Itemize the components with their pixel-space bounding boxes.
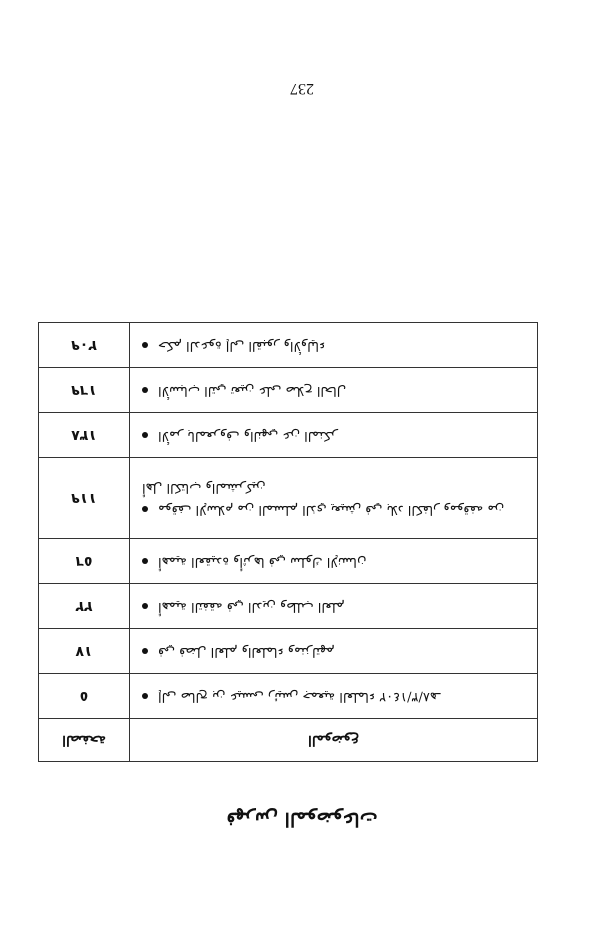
- bullet-icon: [142, 559, 148, 565]
- bullet-icon: [142, 343, 148, 349]
- page-cell: ١١٩: [39, 458, 130, 539]
- topic-text: في فضل العلم والعلماء ومنزلتهم: [158, 644, 335, 659]
- topic-column-header: الموضوع: [130, 719, 538, 762]
- topic-text: الأسباب التي تعين على صلاح الحال: [158, 383, 347, 398]
- topic-text: حكم الدعوة إلى القبور والأولياء: [158, 338, 326, 353]
- topic-cell: [130, 539, 538, 584]
- table-row: [39, 323, 538, 368]
- topic-cell: [130, 629, 538, 674]
- page-cell: ١٧: [39, 629, 130, 674]
- page-cell: ١٣٨: [39, 413, 130, 458]
- table-row: [39, 539, 538, 584]
- table-row: [39, 584, 538, 629]
- bullet-icon: [142, 604, 148, 610]
- topic-cell: [130, 323, 538, 368]
- table-row: [39, 458, 538, 539]
- bullet-icon: [142, 433, 148, 439]
- table-row: [39, 413, 538, 458]
- topic-cell: [130, 413, 538, 458]
- page-number: 237: [290, 80, 314, 97]
- topic-cell: [130, 368, 538, 413]
- table-row: [39, 368, 538, 413]
- page-column-header: الصفحة: [39, 719, 130, 762]
- table-row: [39, 629, 538, 674]
- page-cell: ٥٦: [39, 539, 130, 584]
- topic-text: الأمر بالمعروف والنهي عن المنكر: [158, 428, 338, 443]
- page-heading: فهرس الموضوعات: [226, 808, 378, 830]
- bullet-icon: [142, 649, 148, 655]
- bullet-icon: [142, 507, 148, 513]
- page-cell: ٥: [39, 674, 130, 719]
- bullet-icon: [142, 694, 148, 700]
- page-cell: ١٦٩: [39, 368, 130, 413]
- table-row: [39, 674, 538, 719]
- topic-cell: [130, 458, 538, 539]
- topic-cell: [130, 584, 538, 629]
- table-header-row: [39, 719, 538, 762]
- topic-cell: [130, 674, 538, 719]
- page-cell: ٢٢: [39, 584, 130, 629]
- contents-table: [38, 322, 538, 762]
- page-cell: ٢٠٩: [39, 323, 130, 368]
- topic-text: موقف الإسلام من المسلم الذي يعيش في بلاد الكفار وموقفه من أهل الكتاب والمشركين: [142, 480, 505, 517]
- topic-text: أهمية العقيدة وأثرها في سلوك الإنسان: [158, 554, 367, 569]
- topic-text: إلى صالح بن عيسى رئيس جمعية العلماء ٨/٣/١٤٠٢هـ: [158, 689, 441, 704]
- bullet-icon: [142, 388, 148, 394]
- topic-text: أهمية التفقه في الدين وطلب العلم: [158, 599, 345, 614]
